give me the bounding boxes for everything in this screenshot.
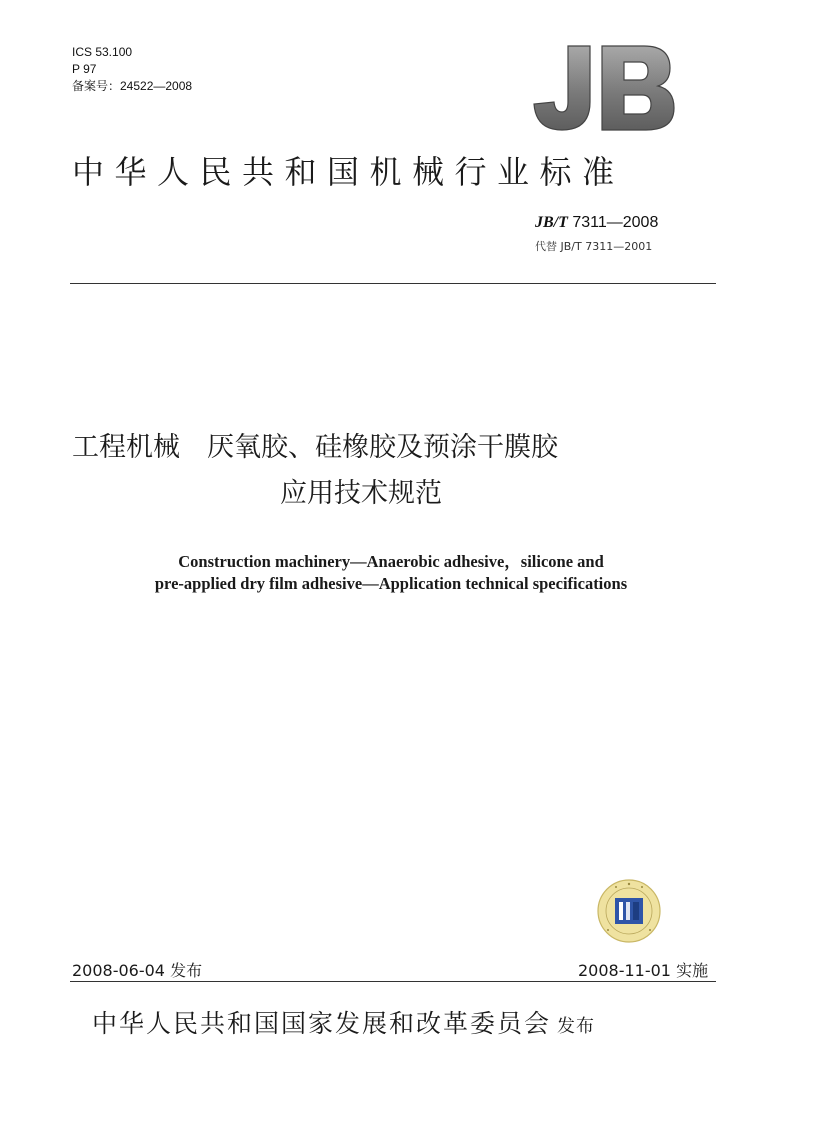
standard-number-rest: 7311—2008 (567, 214, 659, 231)
ics-code: ICS 53.100 (72, 45, 133, 59)
industry-standard-title: 中华人民共和国机械行业标准 (72, 153, 625, 191)
record-number: 备案号：24522—2008 (72, 79, 193, 93)
ccs-code: P 97 (72, 62, 97, 76)
standard-number-prefix: JB/T (535, 214, 568, 231)
footer-divider (70, 981, 716, 982)
issuer-suffix: 发布 (557, 1016, 596, 1037)
implementation-date: 2008-11-01 实施 (578, 961, 709, 980)
document-title-cn-line1: 工程机械 厌氧胶、硅橡胶及预涂干膜胶 (72, 432, 558, 463)
issuer-name: 中华人民共和国国家发展和改革委员会 (92, 1009, 552, 1038)
publisher-seal (596, 878, 662, 944)
issuer-line (92, 1004, 595, 1040)
jb-logo (528, 40, 678, 136)
replaces-standard: 代替 JB/T 7311—2001 (535, 240, 653, 253)
document-title-cn-line2: 应用技术规范 (280, 478, 442, 509)
document-title-en-line1: Construction machinery—Anaerobic adhesive，silicone and (178, 552, 604, 571)
header-divider (70, 283, 716, 284)
document-title-en-line2: pre-applied dry film adhesive—Application technical specifications (154, 574, 628, 593)
issue-date: 2008-06-04 发布 (72, 961, 203, 980)
classification-block (72, 44, 192, 95)
standard-number (535, 214, 658, 232)
